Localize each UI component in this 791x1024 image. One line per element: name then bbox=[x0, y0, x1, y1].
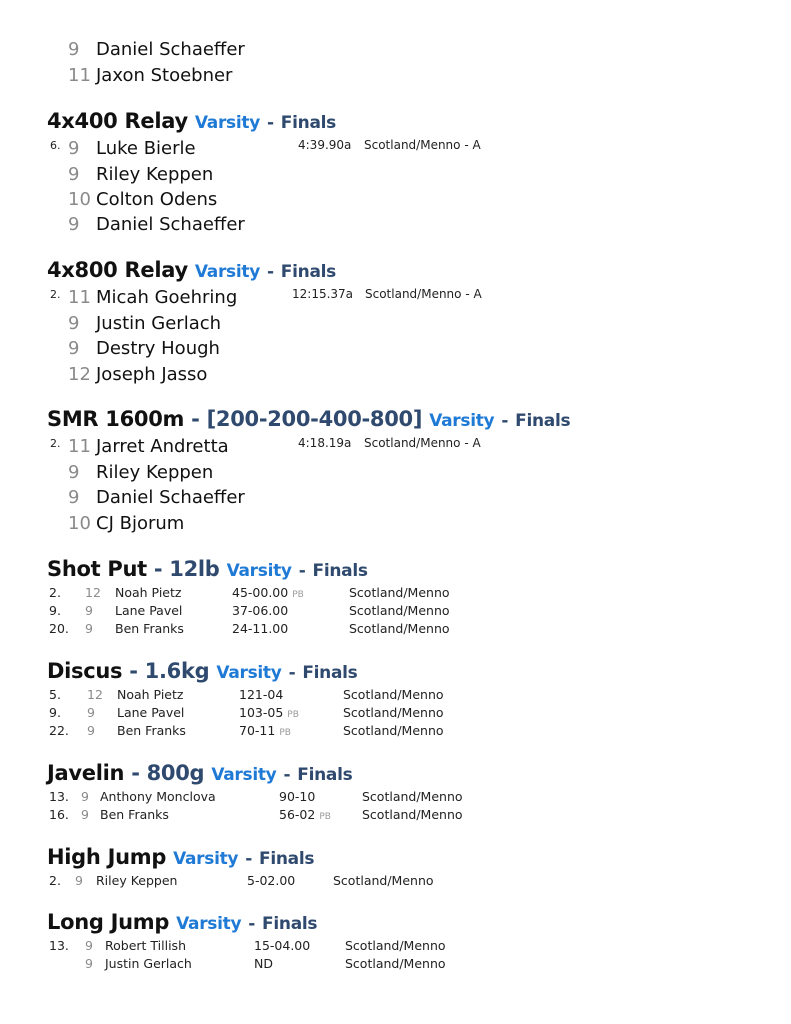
event-name: SMR 1600m bbox=[47, 407, 185, 431]
leg-grade: 9 bbox=[68, 487, 80, 508]
division-label: Varsity bbox=[194, 113, 260, 133]
result-team: Scotland/Menno bbox=[349, 585, 450, 600]
pb-badge: PB bbox=[287, 710, 299, 720]
division-label: Varsity bbox=[226, 561, 292, 581]
event-subtitle: - 800g bbox=[131, 761, 205, 785]
result-athlete-name: Ben Franks bbox=[117, 723, 186, 738]
result-grade: 9 bbox=[87, 723, 95, 738]
result-grade: 9 bbox=[85, 938, 93, 953]
leg-grade: 9 bbox=[68, 138, 80, 159]
leg-athlete-name: Luke Bierle bbox=[96, 138, 196, 159]
result-athlete-name: Riley Keppen bbox=[96, 873, 178, 888]
relay-team: Scotland/Menno - A bbox=[364, 436, 481, 450]
mark-value: 56-02 bbox=[279, 807, 316, 822]
event-header-high-jump bbox=[47, 845, 314, 869]
result-mark: 121-04 bbox=[239, 687, 284, 702]
result-place: 2. bbox=[49, 873, 61, 888]
result-athlete-name: Ben Franks bbox=[100, 807, 169, 822]
leg-grade: 11 bbox=[68, 287, 91, 308]
mark-value: 103-05 bbox=[239, 705, 284, 720]
result-place: 13. bbox=[49, 789, 69, 804]
relay-team: Scotland/Menno - A bbox=[365, 287, 482, 301]
leg-grade: 11 bbox=[68, 436, 91, 457]
result-mark: 15-04.00 bbox=[254, 938, 311, 953]
event-name: Shot Put bbox=[47, 557, 147, 581]
result-athlete-name: Robert Tillish bbox=[105, 938, 186, 953]
result-team: Scotland/Menno bbox=[349, 603, 450, 618]
leg-athlete-name: Riley Keppen bbox=[96, 462, 214, 483]
event-subtitle: - [200-200-400-800] bbox=[191, 407, 423, 431]
separator: - bbox=[267, 262, 274, 282]
result-mark: 90-10 bbox=[279, 789, 316, 804]
leg-athlete-name: Joseph Jasso bbox=[96, 364, 208, 385]
event-header-javelin bbox=[47, 761, 352, 785]
relay-time: 12:15.37a bbox=[292, 287, 354, 301]
separator: - bbox=[283, 765, 291, 785]
leg-athlete-name: Daniel Schaeffer bbox=[96, 214, 245, 235]
result-grade: 9 bbox=[85, 603, 93, 618]
event-name: Long Jump bbox=[47, 910, 170, 934]
event-name: High Jump bbox=[47, 845, 167, 869]
result-grade: 12 bbox=[85, 585, 101, 600]
relay-team: Scotland/Menno - A bbox=[364, 138, 481, 152]
division-label: Varsity bbox=[176, 914, 242, 934]
event-header-smr-1600m bbox=[47, 407, 570, 431]
result-team: Scotland/Menno bbox=[345, 956, 446, 971]
result-place: 2. bbox=[49, 585, 61, 600]
result-athlete-name: Noah Pietz bbox=[117, 687, 184, 702]
leg-athlete-name: Colton Odens bbox=[96, 189, 218, 210]
result-mark: 37-06.00 bbox=[232, 603, 289, 618]
result-grade: 9 bbox=[85, 956, 93, 971]
result-place: 16. bbox=[49, 807, 69, 822]
separator: - bbox=[501, 411, 509, 431]
event-name: Javelin bbox=[47, 761, 125, 785]
result-mark: 24-11.00 bbox=[232, 621, 289, 636]
leg-athlete-name: Daniel Schaeffer bbox=[96, 487, 245, 508]
relay-time: 4:39.90a bbox=[298, 138, 352, 152]
result-athlete-name: Ben Franks bbox=[115, 621, 184, 636]
division-label: Varsity bbox=[173, 849, 239, 869]
event-name: 4x800 Relay bbox=[47, 258, 188, 282]
leg-grade: 10 bbox=[68, 189, 91, 210]
pb-badge: PB bbox=[279, 728, 291, 738]
event-subtitle: - 12lb bbox=[153, 557, 220, 581]
separator: - bbox=[248, 914, 256, 934]
result-team: Scotland/Menno bbox=[349, 621, 450, 636]
round-label: Finals bbox=[297, 765, 353, 785]
round-label: Finals bbox=[280, 262, 336, 282]
relay-place: 6. bbox=[50, 139, 61, 152]
result-team: Scotland/Menno bbox=[343, 687, 444, 702]
result-mark: 5-02.00 bbox=[247, 873, 296, 888]
result-place: 9. bbox=[49, 705, 61, 720]
leg-athlete-name: Riley Keppen bbox=[96, 164, 214, 185]
round-label: Finals bbox=[312, 561, 368, 581]
result-athlete-name: Justin Gerlach bbox=[105, 956, 192, 971]
result-athlete-name: Anthony Monclova bbox=[100, 789, 216, 804]
mark-value: 70-11 bbox=[239, 723, 276, 738]
leg-athlete-name: Daniel Schaeffer bbox=[96, 39, 245, 60]
event-header-4x400 bbox=[47, 109, 336, 133]
event-name: 4x400 Relay bbox=[47, 109, 188, 133]
leg-grade: 9 bbox=[68, 338, 80, 359]
separator: - bbox=[267, 113, 274, 133]
leg-athlete-name: Micah Goehring bbox=[96, 287, 238, 308]
pb-badge: PB bbox=[292, 590, 304, 600]
leg-athlete-name: Jarret Andretta bbox=[96, 436, 229, 457]
leg-athlete-name: Justin Gerlach bbox=[96, 313, 222, 334]
result-team: Scotland/Menno bbox=[343, 705, 444, 720]
leg-athlete-name: Jaxon Stoebner bbox=[96, 65, 233, 86]
result-grade: 9 bbox=[75, 873, 83, 888]
result-place: 22. bbox=[49, 723, 69, 738]
round-label: Finals bbox=[515, 411, 571, 431]
result-grade: 9 bbox=[81, 789, 89, 804]
result-athlete-name: Lane Pavel bbox=[117, 705, 185, 720]
result-team: Scotland/Menno bbox=[343, 723, 444, 738]
division-label: Varsity bbox=[216, 663, 282, 683]
leg-grade: 9 bbox=[68, 214, 80, 235]
leg-grade: 11 bbox=[68, 65, 91, 86]
result-place: 9. bbox=[49, 603, 61, 618]
leg-athlete-name: CJ Bjorum bbox=[96, 513, 185, 534]
result-mark: ND bbox=[254, 956, 273, 971]
result-place: 20. bbox=[49, 621, 69, 636]
result-mark bbox=[239, 705, 299, 720]
event-header-long-jump bbox=[47, 910, 317, 934]
event-subtitle: - 1.6kg bbox=[129, 659, 210, 683]
division-label: Varsity bbox=[211, 765, 277, 785]
separator: - bbox=[245, 849, 252, 869]
result-mark bbox=[232, 585, 304, 600]
result-grade: 12 bbox=[87, 687, 103, 702]
separator: - bbox=[288, 663, 296, 683]
result-place: 5. bbox=[49, 687, 61, 702]
leg-grade: 9 bbox=[68, 164, 80, 185]
leg-grade: 10 bbox=[68, 513, 91, 534]
division-label: Varsity bbox=[429, 411, 495, 431]
pb-badge: PB bbox=[319, 812, 331, 822]
event-header-shot-put bbox=[47, 557, 368, 581]
result-team: Scotland/Menno bbox=[362, 807, 463, 822]
event-header-4x800 bbox=[47, 258, 336, 282]
leg-grade: 9 bbox=[68, 39, 80, 60]
result-team: Scotland/Menno bbox=[345, 938, 446, 953]
relay-time: 4:18.19a bbox=[298, 436, 352, 450]
relay-place: 2. bbox=[50, 288, 61, 301]
result-grade: 9 bbox=[85, 621, 93, 636]
leg-athlete-name: Destry Hough bbox=[96, 338, 220, 359]
event-header-discus bbox=[47, 659, 358, 683]
relay-place: 2. bbox=[50, 437, 61, 450]
result-team: Scotland/Menno bbox=[333, 873, 434, 888]
division-label: Varsity bbox=[194, 262, 260, 282]
round-label: Finals bbox=[302, 663, 358, 683]
result-athlete-name: Lane Pavel bbox=[115, 603, 183, 618]
result-place: 13. bbox=[49, 938, 69, 953]
leg-grade: 9 bbox=[68, 462, 80, 483]
round-label: Finals bbox=[262, 914, 318, 934]
result-team: Scotland/Menno bbox=[362, 789, 463, 804]
result-grade: 9 bbox=[81, 807, 89, 822]
result-athlete-name: Noah Pietz bbox=[115, 585, 182, 600]
leg-grade: 12 bbox=[68, 364, 91, 385]
leg-grade: 9 bbox=[68, 313, 80, 334]
event-name: Discus bbox=[47, 659, 123, 683]
result-mark bbox=[279, 807, 331, 822]
separator: - bbox=[298, 561, 306, 581]
round-label: Finals bbox=[259, 849, 315, 869]
mark-value: 45-00.00 bbox=[232, 585, 289, 600]
result-mark bbox=[239, 723, 291, 738]
round-label: Finals bbox=[280, 113, 336, 133]
result-grade: 9 bbox=[87, 705, 95, 720]
